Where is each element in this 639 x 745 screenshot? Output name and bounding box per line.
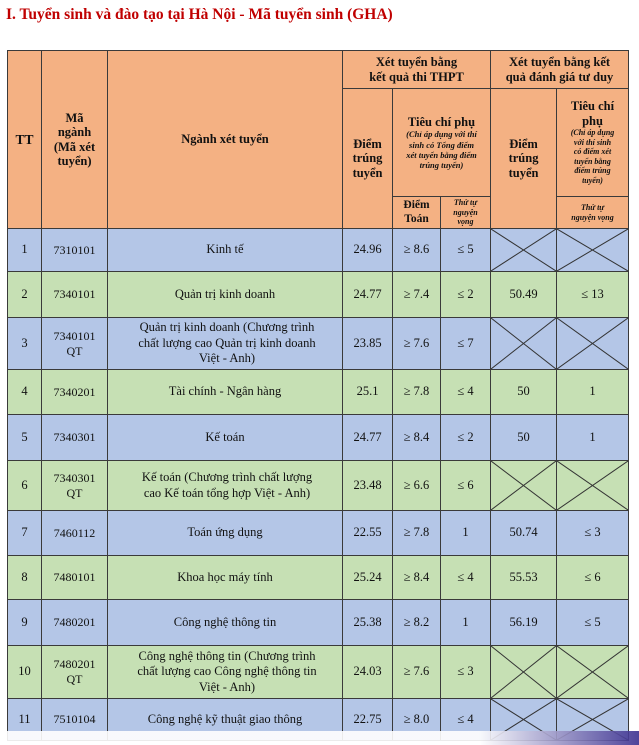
cell-thpt-wish: ≤ 2	[441, 272, 491, 318]
table-row	[8, 272, 629, 318]
table-row	[8, 229, 629, 272]
cell-dgtd-wish: ≤ 13	[557, 272, 629, 318]
table-row	[8, 415, 629, 461]
cell-thpt-wish: 1	[441, 600, 491, 646]
table-row	[8, 370, 629, 415]
cell-thpt-wish: ≤ 2	[441, 415, 491, 461]
cell-dgtd-wish-empty	[557, 318, 629, 370]
header-thpt-criteria	[393, 89, 491, 197]
cell-dgtd-score: 50	[491, 370, 557, 415]
cell-major: Tài chính - Ngân hàng	[108, 370, 343, 415]
cell-major: Quản trị kinh doanh (Chương trình chất lượng cao Quản trị kinh doanh Việt - Anh)	[108, 318, 343, 370]
cell-dgtd-score: 50	[491, 415, 557, 461]
cell-dgtd-wish: ≤ 6	[557, 556, 629, 600]
cell-major: Kế toán	[108, 415, 343, 461]
cell-tt: 1	[8, 229, 42, 272]
dgtd-criteria-title: Tiêu chí phụ	[570, 99, 615, 128]
cell-code: 7340301 QT	[42, 461, 108, 511]
cross-mark-icon	[491, 229, 556, 271]
cell-thpt-wish: ≤ 6	[441, 461, 491, 511]
cell-thpt-wish: ≤ 3	[441, 646, 491, 699]
cell-tt: 11	[8, 699, 42, 741]
cell-tt: 8	[8, 556, 42, 600]
cell-thpt-math: ≥ 8.6	[393, 229, 441, 272]
cell-thpt-score: 22.75	[343, 699, 393, 741]
cell-code: 7460112	[42, 511, 108, 556]
cell-code: 7340201	[42, 370, 108, 415]
table-row	[8, 646, 629, 699]
table-body	[8, 229, 629, 741]
cell-thpt-math: ≥ 7.8	[393, 511, 441, 556]
cross-mark-icon	[491, 461, 556, 510]
cell-thpt-math: ≥ 7.6	[393, 646, 441, 699]
header-thpt-group: Xét tuyển bằng kết quả thi THPT	[343, 51, 491, 89]
cell-thpt-score: 24.77	[343, 272, 393, 318]
dgtd-criteria-note: (Chỉ áp dụng với thí sinh có điểm xét tuyển bằng điểm trúng tuyển)	[570, 128, 615, 186]
cell-major: Kinh tế	[108, 229, 343, 272]
table-row	[8, 461, 629, 511]
cell-thpt-score: 22.55	[343, 511, 393, 556]
cell-thpt-wish: ≤ 5	[441, 229, 491, 272]
table-row	[8, 556, 629, 600]
table-row	[8, 600, 629, 646]
table-header	[8, 51, 629, 229]
cell-code: 7480201 QT	[42, 646, 108, 699]
cell-dgtd-score-empty	[491, 461, 557, 511]
cell-dgtd-score: 55.53	[491, 556, 557, 600]
cell-code: 7480101	[42, 556, 108, 600]
cell-thpt-score: 25.24	[343, 556, 393, 600]
cell-dgtd-wish: ≤ 3	[557, 511, 629, 556]
cell-thpt-score: 24.03	[343, 646, 393, 699]
cell-thpt-score: 24.77	[343, 415, 393, 461]
cell-thpt-wish: 1	[441, 511, 491, 556]
cell-dgtd-score-empty	[491, 646, 557, 699]
cell-thpt-math: ≥ 8.4	[393, 415, 441, 461]
bottom-decoration	[0, 731, 639, 745]
section-title: I. Tuyển sinh và đào tạo tại Hà Nội - Mã tuyển sinh (GHA)	[6, 6, 393, 23]
cell-thpt-score: 25.38	[343, 600, 393, 646]
cell-thpt-score: 24.96	[343, 229, 393, 272]
cell-major: Quản trị kinh doanh	[108, 272, 343, 318]
cell-thpt-wish: ≤ 4	[441, 556, 491, 600]
cross-mark-icon	[557, 229, 628, 271]
cell-thpt-math: ≥ 8.0	[393, 699, 441, 741]
cell-major: Công nghệ thông tin (Chương trình chất lượng cao Công nghệ thông tin Việt - Anh)	[108, 646, 343, 699]
header-major: Ngành xét tuyển	[108, 51, 343, 229]
cell-thpt-wish: ≤ 7	[441, 318, 491, 370]
cell-dgtd-score: 56.19	[491, 600, 557, 646]
cell-tt: 9	[8, 600, 42, 646]
table-row	[8, 318, 629, 370]
cell-thpt-math: ≥ 8.2	[393, 600, 441, 646]
cell-thpt-math: ≥ 7.4	[393, 272, 441, 318]
cell-thpt-math: ≥ 6.6	[393, 461, 441, 511]
cell-code: 7340301	[42, 415, 108, 461]
cell-thpt-math: ≥ 7.8	[393, 370, 441, 415]
header-dgtd-score: Điểm trúng tuyển	[491, 89, 557, 229]
cell-thpt-math: ≥ 8.4	[393, 556, 441, 600]
cross-mark-icon	[557, 318, 628, 369]
cell-code: 7340101 QT	[42, 318, 108, 370]
cell-dgtd-wish: 1	[557, 370, 629, 415]
cell-tt: 3	[8, 318, 42, 370]
cell-tt: 6	[8, 461, 42, 511]
header-code: Mã ngành (Mã xét tuyển)	[42, 51, 108, 229]
header-wish: Thứ tự nguyện vọng	[441, 197, 491, 229]
cell-tt: 5	[8, 415, 42, 461]
header-thpt-score: Điểm trúng tuyển	[343, 89, 393, 229]
thpt-criteria-note: (Chỉ áp dụng với thí sinh có Tổng điểm xét tuyển bằng điểm trúng tuyển)	[406, 129, 477, 170]
cell-dgtd-wish: ≤ 5	[557, 600, 629, 646]
header-dgtd-criteria	[557, 89, 629, 197]
header-tt: TT	[8, 51, 42, 229]
cell-thpt-score: 23.85	[343, 318, 393, 370]
cell-dgtd-score: 50.74	[491, 511, 557, 556]
cell-thpt-math: ≥ 7.6	[393, 318, 441, 370]
cell-tt: 4	[8, 370, 42, 415]
header-dgtd-group: Xét tuyển bằng kết quả đánh giá tư duy	[491, 51, 629, 89]
cell-tt: 2	[8, 272, 42, 318]
header-dgtd-wish: Thứ tự nguyện vọng	[557, 197, 629, 229]
cell-dgtd-score-empty	[491, 229, 557, 272]
cross-mark-icon	[491, 318, 556, 369]
cell-dgtd-wish: 1	[557, 415, 629, 461]
cell-thpt-score: 23.48	[343, 461, 393, 511]
cell-major: Công nghệ kỹ thuật giao thông	[108, 699, 343, 741]
header-math: Điểm Toán	[393, 197, 441, 229]
cell-code: 7480201	[42, 600, 108, 646]
cross-mark-icon	[491, 646, 556, 698]
cell-dgtd-wish-empty	[557, 646, 629, 699]
cell-tt: 10	[8, 646, 42, 699]
cell-major: Khoa học máy tính	[108, 556, 343, 600]
cell-thpt-wish: ≤ 4	[441, 370, 491, 415]
cell-thpt-wish: ≤ 4	[441, 699, 491, 741]
cell-dgtd-wish-empty	[557, 229, 629, 272]
cell-major: Toán ứng dụng	[108, 511, 343, 556]
admission-table	[7, 50, 629, 741]
cell-code: 7340101	[42, 272, 108, 318]
cross-mark-icon	[557, 461, 628, 510]
cell-tt: 7	[8, 511, 42, 556]
cell-code: 7510104	[42, 699, 108, 741]
table-row	[8, 511, 629, 556]
thpt-criteria-title: Tiêu chí phụ	[407, 114, 476, 129]
cell-thpt-score: 25.1	[343, 370, 393, 415]
cell-dgtd-score-empty	[491, 318, 557, 370]
cell-code: 7310101	[42, 229, 108, 272]
cell-dgtd-wish-empty	[557, 461, 629, 511]
cross-mark-icon	[557, 646, 628, 698]
cell-major: Công nghệ thông tin	[108, 600, 343, 646]
cell-dgtd-score: 50.49	[491, 272, 557, 318]
cell-major: Kế toán (Chương trình chất lượng cao Kế toán tổng hợp Việt - Anh)	[108, 461, 343, 511]
